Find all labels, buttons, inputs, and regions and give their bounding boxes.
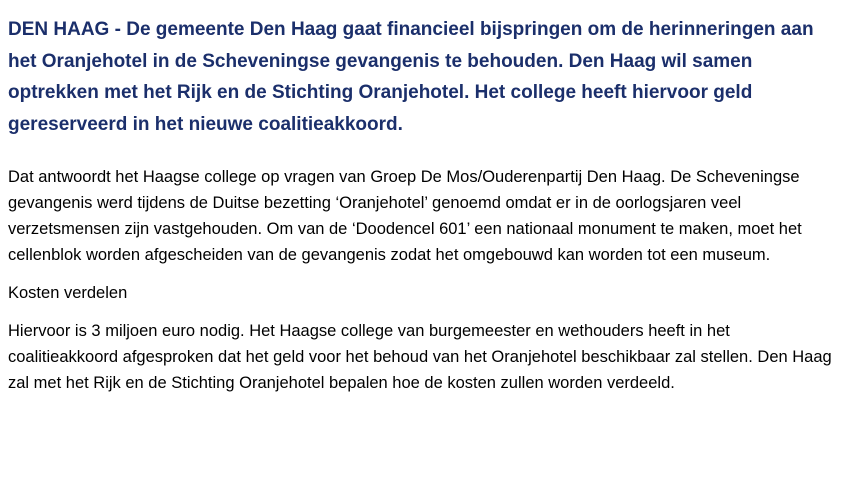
article-paragraph-1: Dat antwoordt het Haagse college op vragen van Groep De Mos/Ouderenpartij Den Haag. De Scheveningse gevangenis werd tijdens de Duitse bezetting ‘Oranjehotel’ genoemd omdat er in de oorlogsjaren veel verzetsmensen zijn vastgehouden. Om van de ‘Doodencel 601’ een nationaal monument te maken, moet het cellenblok worden afgescheiden van de gevangenis zodat het omgebouwd kan worden tot een museum.: [8, 168, 802, 264]
article-paragraph-2: Hiervoor is 3 miljoen euro nodig. Het Haagse college van burgemeester en wethouders heeft in het coalitieakkoord afgesproken dat het geld voor het behoud van het Oranjehotel beschikbaar zal stellen. Den Haag zal met het Rijk en de Stichting Oranjehotel bepalen hoe de kosten zullen worden verdeeld.: [8, 322, 832, 392]
article-lead: DEN HAAG - De gemeente Den Haag gaat financieel bijspringen om de herinneringen aan het Oranjehotel in de Scheveningse gevangenis te behouden. Den Haag wil samen optrekken met het Rijk en de Stichting Oranjehotel. Het college heeft hiervoor geld gereserveerd in het nieuwe coalitieakkoord.: [8, 19, 814, 135]
article-subheading: Kosten verdelen: [8, 284, 128, 302]
article-body: [8, 14, 844, 408]
